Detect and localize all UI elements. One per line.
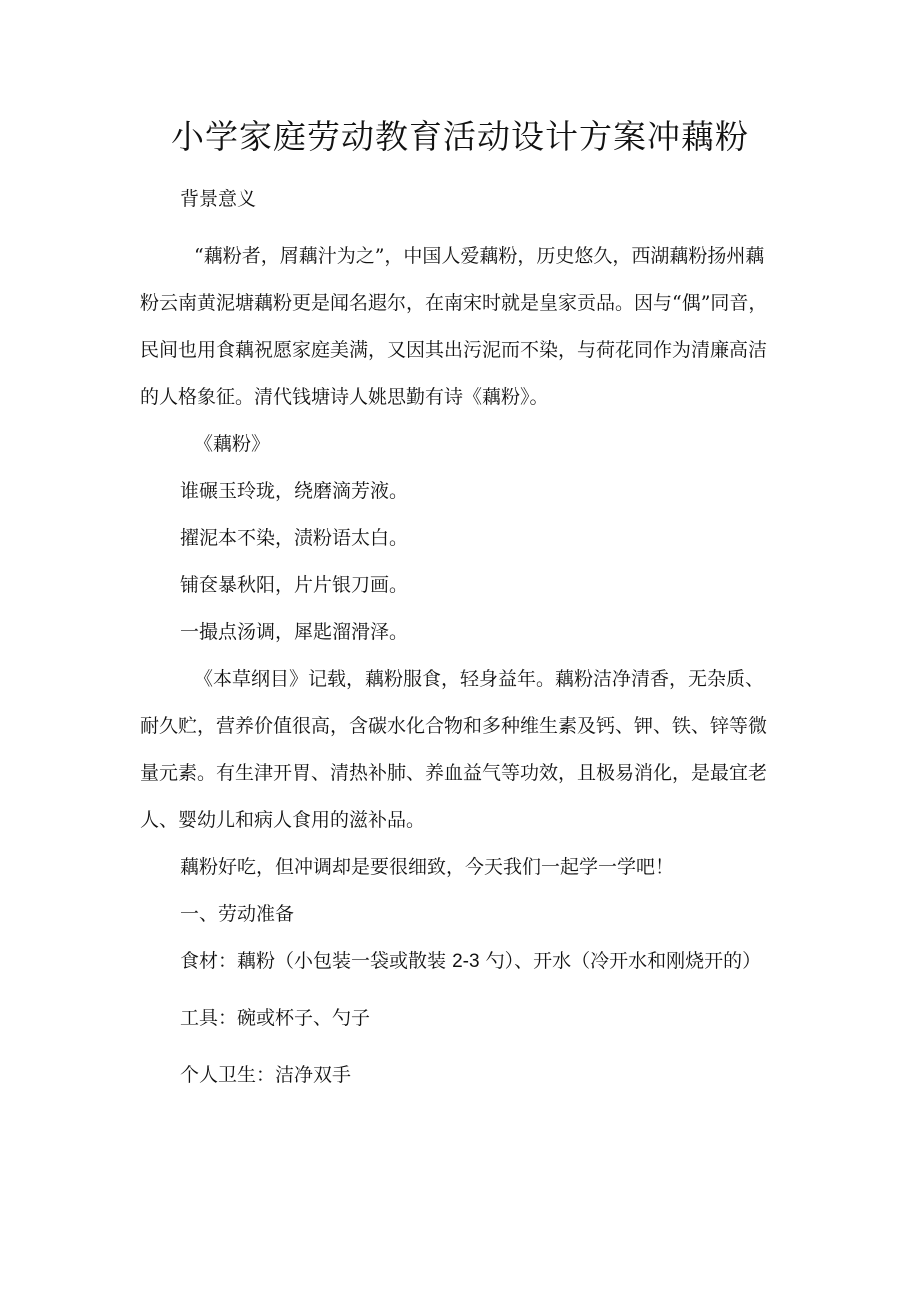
ingredients-line <box>140 938 780 985</box>
document-title: 小学家庭劳动教育活动设计方案冲藕粉 <box>171 117 749 156</box>
tools-text: 碗或杯子、勺子 <box>237 1007 371 1029</box>
tools-label: 工具： <box>180 1007 238 1029</box>
document-body <box>140 176 780 1099</box>
ingredients-quantity: 2-3 <box>452 951 480 972</box>
bencao-paragraph: 《本草纲目》记载，藕粉服食，轻身益年。藕粉洁净清香，无杂质、耐久贮，营养价值很高，含碳水化合物和多种维生素及钙、钾、铁、锌等微量元素。有生津开胃、清热补肺、养血益气等功效，且极易消化，是最宜老人、婴幼儿和病人食用的滋补品。 <box>140 668 768 831</box>
poem-line: 擢泥本不染，渍粉语太白。 <box>180 527 409 549</box>
background-heading: 背景意义 <box>180 188 257 210</box>
poem-line: 谁碾玉玲珑，绕磨滴芳液。 <box>180 480 409 502</box>
hygiene-text: 洁净双手 <box>275 1064 352 1086</box>
poem-line: 铺奁暴秋阳，片片银刀画。 <box>180 574 409 596</box>
poem-line: 一撮点汤调，犀匙溜滑泽。 <box>180 621 409 643</box>
intro-paragraph: “藕粉者，屑藕汁为之”，中国人爱藕粉，历史悠久，西湖藕粉扬州藕粉云南黄泥塘藕粉更是闻名遐尔，在南宋时就是皇家贡品。因与“偶”同音，民间也用食藕祝愿家庭美满，又因其出污泥而不染，与荷花同作为清廉高洁的人格象征。清代钱塘诗人姚思勤有诗《藕粉》。 <box>140 245 768 408</box>
invite-paragraph: 藕粉好吃，但冲调却是要很细致，今天我们一起学一学吧！ <box>180 856 675 878</box>
prep-heading: 一、劳动准备 <box>180 903 295 925</box>
hygiene-line <box>140 1052 780 1099</box>
ingredients-text-b: 勺）、开水（冷开水和刚烧开的） <box>479 950 762 972</box>
poem-title: 《藕粉》 <box>194 433 271 455</box>
tools-line <box>140 995 780 1042</box>
hygiene-label: 个人卫生： <box>180 1064 276 1086</box>
ingredients-label: 食材： <box>180 950 238 972</box>
ingredients-text-a: 藕粉（小包装一袋或散装 <box>237 950 453 972</box>
